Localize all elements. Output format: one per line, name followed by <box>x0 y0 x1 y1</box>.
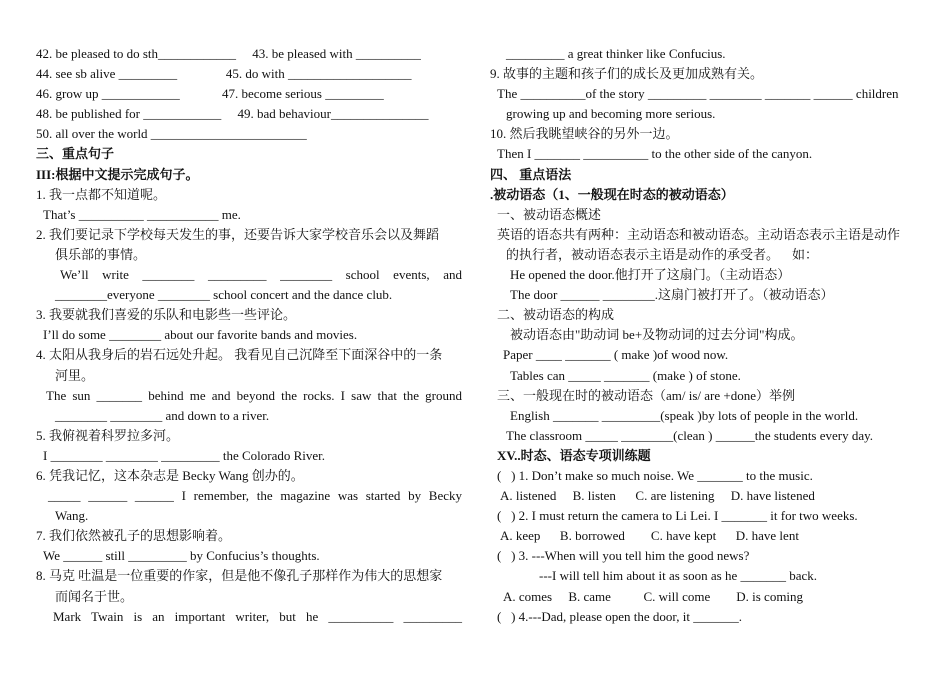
left-line: Wang. <box>55 508 89 524</box>
right-line: ( ) 3. ---When will you tell him the good news? <box>497 548 750 564</box>
left-line: That’s __________ ___________ me. <box>43 206 241 222</box>
right-line: ---I will tell him about it as soon as he _______ back. <box>539 568 818 584</box>
right-line: 的执行者，被动语态表示主语是动作的承受者。 如： <box>506 246 819 262</box>
left-line: 3. 我要就我们喜爱的乐队和电影些一些评论。 <box>36 307 297 323</box>
right-column <box>490 44 914 627</box>
left-line: Mark Twain is an important writer, but he __________ _________ <box>53 608 462 624</box>
right-line: 被动语态由"助动词 be+及物动词的过去分词"构成。 <box>510 327 804 343</box>
left-line: 2. 我们要记录下学校每天发生的事，还要告诉大家学校音乐会以及舞蹈 <box>36 226 440 242</box>
left-line: 俱乐部的事情。 <box>55 246 147 262</box>
left-line: I ________ ________ _________ the Colorado River. <box>43 447 326 463</box>
left-line: 1. 我一点都不知道呢。 <box>36 186 167 202</box>
right-line: The classroom _____ ________(clean ) ______the students every day. <box>506 427 874 443</box>
left-line: We’ll write ________ _________ ________ school events, and <box>60 267 462 283</box>
right-line: English _______ _________(speak )by lots of people in the world. <box>510 407 859 423</box>
right-line: Then I _______ __________ to the other side of the canyon. <box>497 146 813 162</box>
left-line: I’ll do some ________ about our favorite bands and movies. <box>43 327 358 343</box>
left-line: 46. grow up ____________ 47. become serious _________ <box>36 86 384 102</box>
right-line: The __________of the story _________ ________ _______ ______ children <box>497 86 899 102</box>
right-line: _________ a great thinker like Confucius. <box>506 46 726 61</box>
left-line: 8. 马克 吐温是一位重要的作家，但是他不像孔子那样作为伟大的思想家 <box>36 568 443 584</box>
right-line: 二、被动语态的构成 <box>497 307 615 323</box>
right-line: Paper ____ _______ ( make )of wood now. <box>503 347 729 363</box>
right-line: ( ) 1. Don’t make so much noise. We _______ to the music. <box>497 467 813 483</box>
right-line: A. keep B. borrowed C. have kept D. have lent <box>500 528 799 544</box>
right-line: ( ) 2. I must return the camera to Li Lei. I _______ it for two weeks. <box>497 508 858 524</box>
left-line: The sun _______ behind me and beyond the rocks. I saw that the ground <box>46 387 462 403</box>
right-line: 一、被动语态概述 <box>497 206 602 222</box>
left-line: ________everyone ________ school concert and the dance club. <box>55 287 393 303</box>
left-line: 5. 我俯视着科罗拉多河。 <box>36 427 180 443</box>
left-line: 三、重点句子 <box>36 146 115 162</box>
right-line: XV..时态、语态专项训练题 <box>497 447 651 463</box>
right-line: 英语的语态共有两种：主动语态和被动语态。主动语态表示主语是动作 <box>497 226 901 242</box>
left-line: 50. all over the world ________________________ <box>36 126 307 142</box>
right-line: growing up and becoming more serious. <box>506 106 716 122</box>
left-line: 而闻名于世。 <box>55 588 134 604</box>
left-line: 44. see sb alive _________ 45. do with ___________________ <box>36 66 412 82</box>
left-line: _____ ______ ______ I remember, the magazine was started by Becky <box>48 488 462 504</box>
left-line: III:根据中文提示完成句子。 <box>36 166 199 182</box>
right-line: 四、 重点语法 <box>490 166 572 182</box>
left-line: We ______ still _________ by Confucius’s thoughts. <box>43 548 320 564</box>
right-line: 10. 然后我眺望峡谷的另外一边。 <box>490 126 679 142</box>
right-line: ( ) 4.---Dad, please open the door, it _______. <box>497 608 742 624</box>
right-line: .被动语态（1、一般现在时态的被动语态） <box>490 186 734 202</box>
right-line: 三、一般现在时的被动语态（am/ is/ are +done）举例 <box>497 387 795 403</box>
left-line: 48. be published for ____________ 49. bad behaviour_______________ <box>36 106 429 122</box>
left-line: ________ ________ and down to a river. <box>55 407 270 423</box>
right-line: A. comes B. came C. will come D. is coming <box>503 588 804 604</box>
right-line: The door ______ ________.这扇门被打开了。（被动语态） <box>510 287 834 303</box>
left-column <box>36 44 462 627</box>
right-line: 9. 故事的主题和孩子们的成长及更加成熟有关。 <box>490 66 764 82</box>
left-line: 4. 太阳从我身后的岩石远处升起。 我看见自己沉降至下面深谷中的一条 <box>36 347 443 363</box>
right-line: He opened the door.他打开了这扇门。（主动语态） <box>510 267 791 283</box>
right-line: Tables can _____ _______ (make ) of stone. <box>510 367 741 383</box>
left-line: 河里。 <box>55 367 95 383</box>
left-line: 7. 我们依然被孔子的思想影响着。 <box>36 528 232 544</box>
left-line: 42. be pleased to do sth____________ 43. be pleased with __________ <box>36 46 421 61</box>
left-line: 6. 凭我记忆，这本杂志是 Becky Wang 创办的。 <box>36 467 304 483</box>
right-line: A. listened B. listen C. are listening D. have listened <box>500 488 815 504</box>
